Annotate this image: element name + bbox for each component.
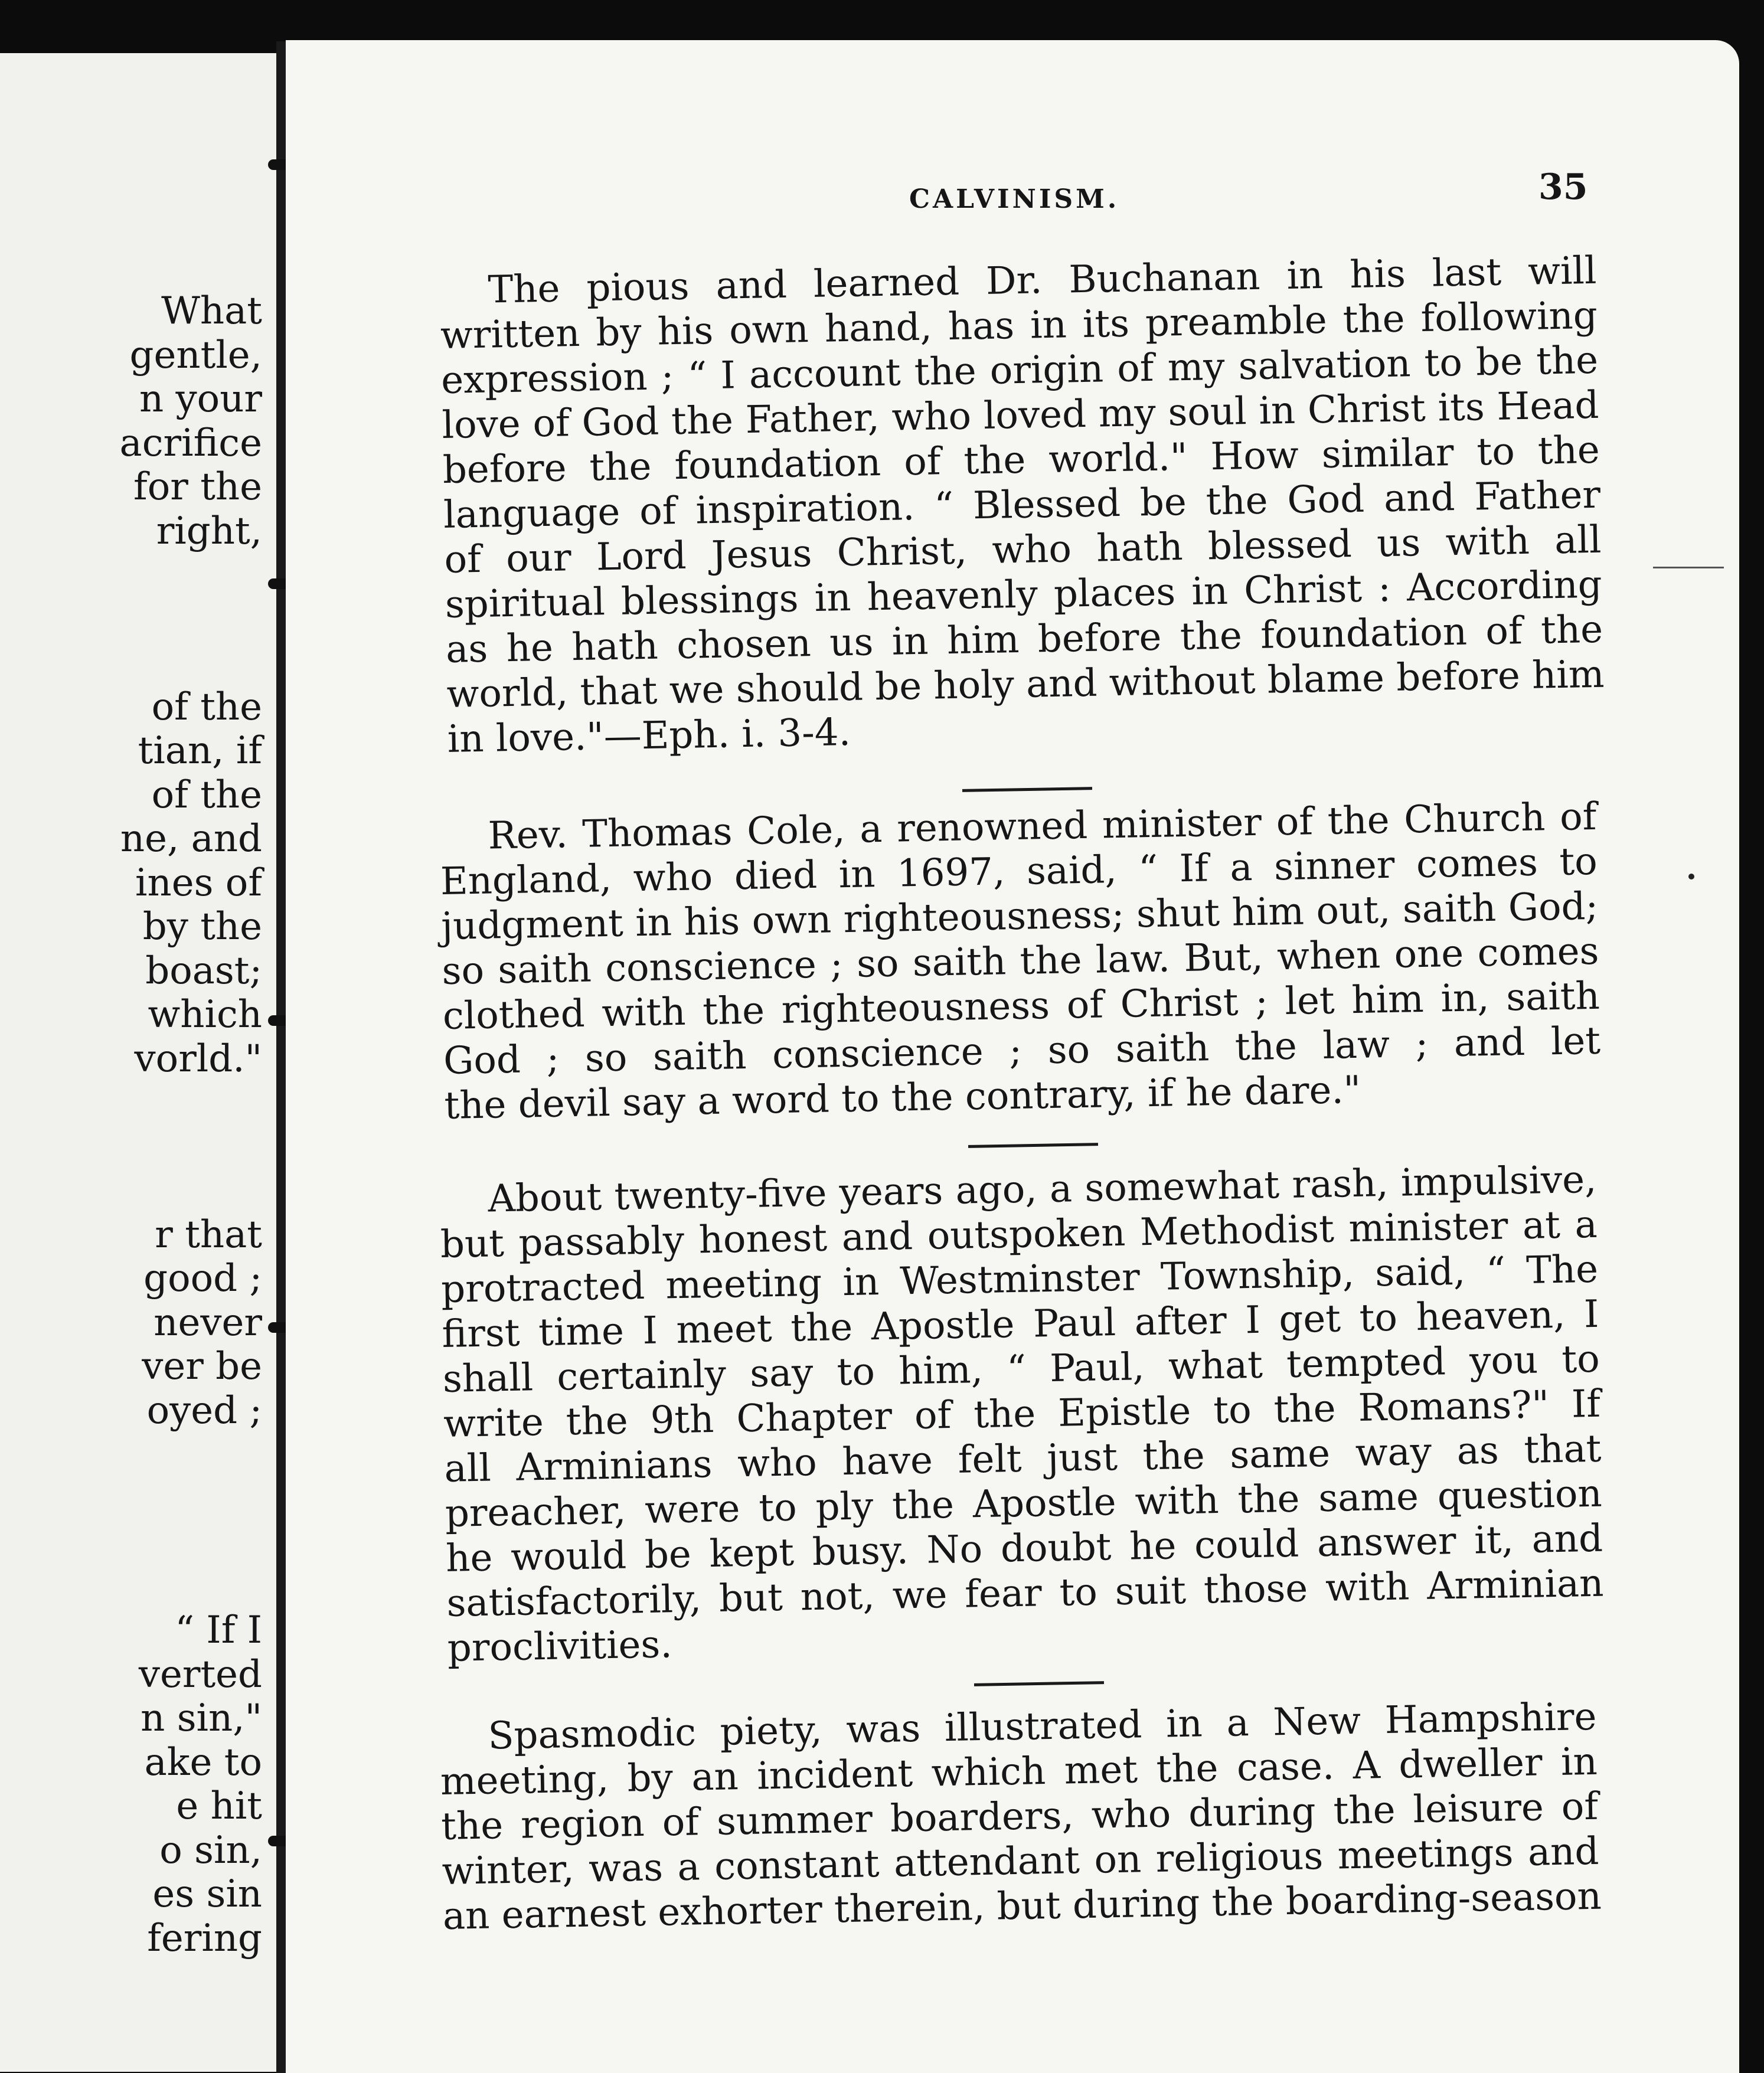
- left-page-line: which: [148, 993, 262, 1036]
- left-page-line: by the: [142, 905, 262, 949]
- left-page-line: [120, 597, 262, 642]
- left-page-line: ake to: [144, 1740, 262, 1784]
- left-page-line: “ If I: [175, 1608, 262, 1652]
- left-page-line: [120, 1477, 262, 1521]
- text-line: language of inspiration. “ Blessed be the God and Father: [443, 473, 1601, 537]
- text-line: winter, was a constant attendant on religious meetings and: [441, 1829, 1599, 1894]
- text-line: the devil say a word to the contrary, if he dare.": [443, 1068, 1361, 1128]
- paragraph-thomas-cole: [439, 794, 1602, 1129]
- text-line: meeting, by an incident which met the case. A dweller in: [440, 1740, 1598, 1804]
- left-page-line: verted: [138, 1652, 262, 1696]
- left-page-line: [120, 1565, 262, 1609]
- text-line: an earnest exhorter therein, but during the boarding-season: [442, 1874, 1602, 1938]
- book-spine: [276, 41, 286, 2073]
- left-page-line: gentle,: [129, 333, 262, 377]
- paragraph-spasmodic-piety: [439, 1695, 1600, 1939]
- left-page-line: right,: [156, 509, 262, 553]
- left-page-line: ines of: [135, 861, 262, 905]
- text-line: satisfactorily, but not, we fear to suit those with Arminian: [446, 1561, 1604, 1626]
- left-page-line: oyed ;: [146, 1388, 262, 1433]
- paragraph-buchanan: [439, 249, 1605, 762]
- text-line: of our Lord Jesus Christ, who hath blessed us with all: [443, 518, 1602, 582]
- left-page-line: [120, 553, 262, 597]
- left-page-text-fragments: [120, 289, 262, 1960]
- text-line: world, that we should be holy and without blame before him: [446, 652, 1605, 717]
- text-line: proclivities.: [447, 1623, 673, 1670]
- left-page-line: ver be: [142, 1345, 262, 1388]
- left-page-line: [120, 1125, 262, 1169]
- left-page-line: tian, if: [138, 729, 262, 773]
- text-line: before the foundation of the world." How similar to the: [442, 428, 1600, 492]
- text-line: God ; so saith conscience ; so saith the law ; and let: [443, 1019, 1601, 1083]
- left-page-line: [120, 1169, 262, 1213]
- margin-mark: [1653, 567, 1724, 568]
- text-line: judgment in his own righteousness; shut him out, saith God;: [440, 884, 1599, 949]
- text-line: clothed with the righteousness of Christ ; let him in, saith: [442, 974, 1600, 1038]
- left-page-line: n your: [139, 377, 262, 421]
- text-line: preacher, were to ply the Apostle with the same question: [445, 1472, 1603, 1536]
- text-line: first time I meet the Apostle Paul after I get to heaven, I: [441, 1292, 1599, 1356]
- paragraph-methodist-minister: [439, 1158, 1605, 1671]
- left-page-line: What: [161, 289, 262, 333]
- left-page-line: never: [153, 1300, 262, 1345]
- left-page-line: [120, 1433, 262, 1477]
- left-page-line: good ;: [143, 1257, 262, 1300]
- text-line: shall certainly say to him, “ Paul, what tempted you to: [442, 1337, 1600, 1401]
- text-line: protracted meeting in Westminster Township, said, “ The: [440, 1247, 1599, 1312]
- left-page-line: acrifice: [119, 421, 262, 465]
- text-line: The pious and learned Dr. Buchanan in his last will: [488, 249, 1598, 312]
- text-line: but passably honest and outspoken Methodist minister at a: [440, 1202, 1598, 1267]
- left-page-line: vorld.": [134, 1036, 262, 1081]
- text-line: in love."—Eph. i. 3-4.: [447, 710, 851, 761]
- left-page-line: n sin,": [141, 1696, 262, 1740]
- text-line: love of God the Father, who loved my soul in Christ its Head: [441, 383, 1599, 447]
- text-line: About twenty-five years ago, a somewhat rash, impulsive,: [488, 1158, 1598, 1221]
- text-line: written by his own hand, has in its preamble the following: [440, 293, 1598, 358]
- left-page-line: for the: [133, 465, 262, 509]
- text-line: Spasmodic piety, was illustrated in a New Hampshire: [488, 1695, 1598, 1758]
- left-page: [0, 53, 276, 2072]
- left-page-line: fering: [147, 1916, 262, 1960]
- left-page-line: es sin: [152, 1872, 262, 1916]
- margin-speck: [1688, 874, 1694, 879]
- running-head: CALVINISM.: [909, 184, 1120, 214]
- text-line: the region of summer boarders, who during the leisure of: [440, 1784, 1599, 1849]
- text-line: England, who died in 1697, said, “ If a sinner comes to: [440, 839, 1598, 904]
- left-page-line: r that: [155, 1212, 262, 1257]
- text-line: so saith conscience ; so saith the law. But, when one comes: [441, 929, 1599, 993]
- left-page-line: boast;: [145, 949, 262, 993]
- left-page-line: [120, 1521, 262, 1565]
- text-line: expression ; “ I account the origin of my salvation to be the: [440, 338, 1599, 403]
- text-line: all Arminians who have felt just the same way as that: [443, 1427, 1602, 1491]
- text-line: he would be kept busy. No doubt he could answer it, and: [445, 1516, 1603, 1581]
- left-page-line: of the: [151, 685, 262, 729]
- text-line: write the 9th Chapter of the Epistle to the Romans?" If: [443, 1382, 1601, 1446]
- left-page-line: [120, 641, 262, 685]
- text-line: spiritual blessings in heavenly places in Christ : According: [445, 563, 1603, 627]
- left-page-line: o sin,: [159, 1828, 262, 1872]
- left-page-line: e hit: [176, 1784, 262, 1828]
- text-line: Rev. Thomas Cole, a renowned minister of the Church of: [488, 794, 1598, 858]
- left-page-line: of the: [151, 773, 262, 817]
- left-page-line: ne, and: [120, 817, 262, 861]
- left-page-line: [120, 1081, 262, 1125]
- page-number: 35: [1538, 166, 1588, 208]
- text-line: as he hath chosen us in him before the foundation of the: [445, 607, 1603, 672]
